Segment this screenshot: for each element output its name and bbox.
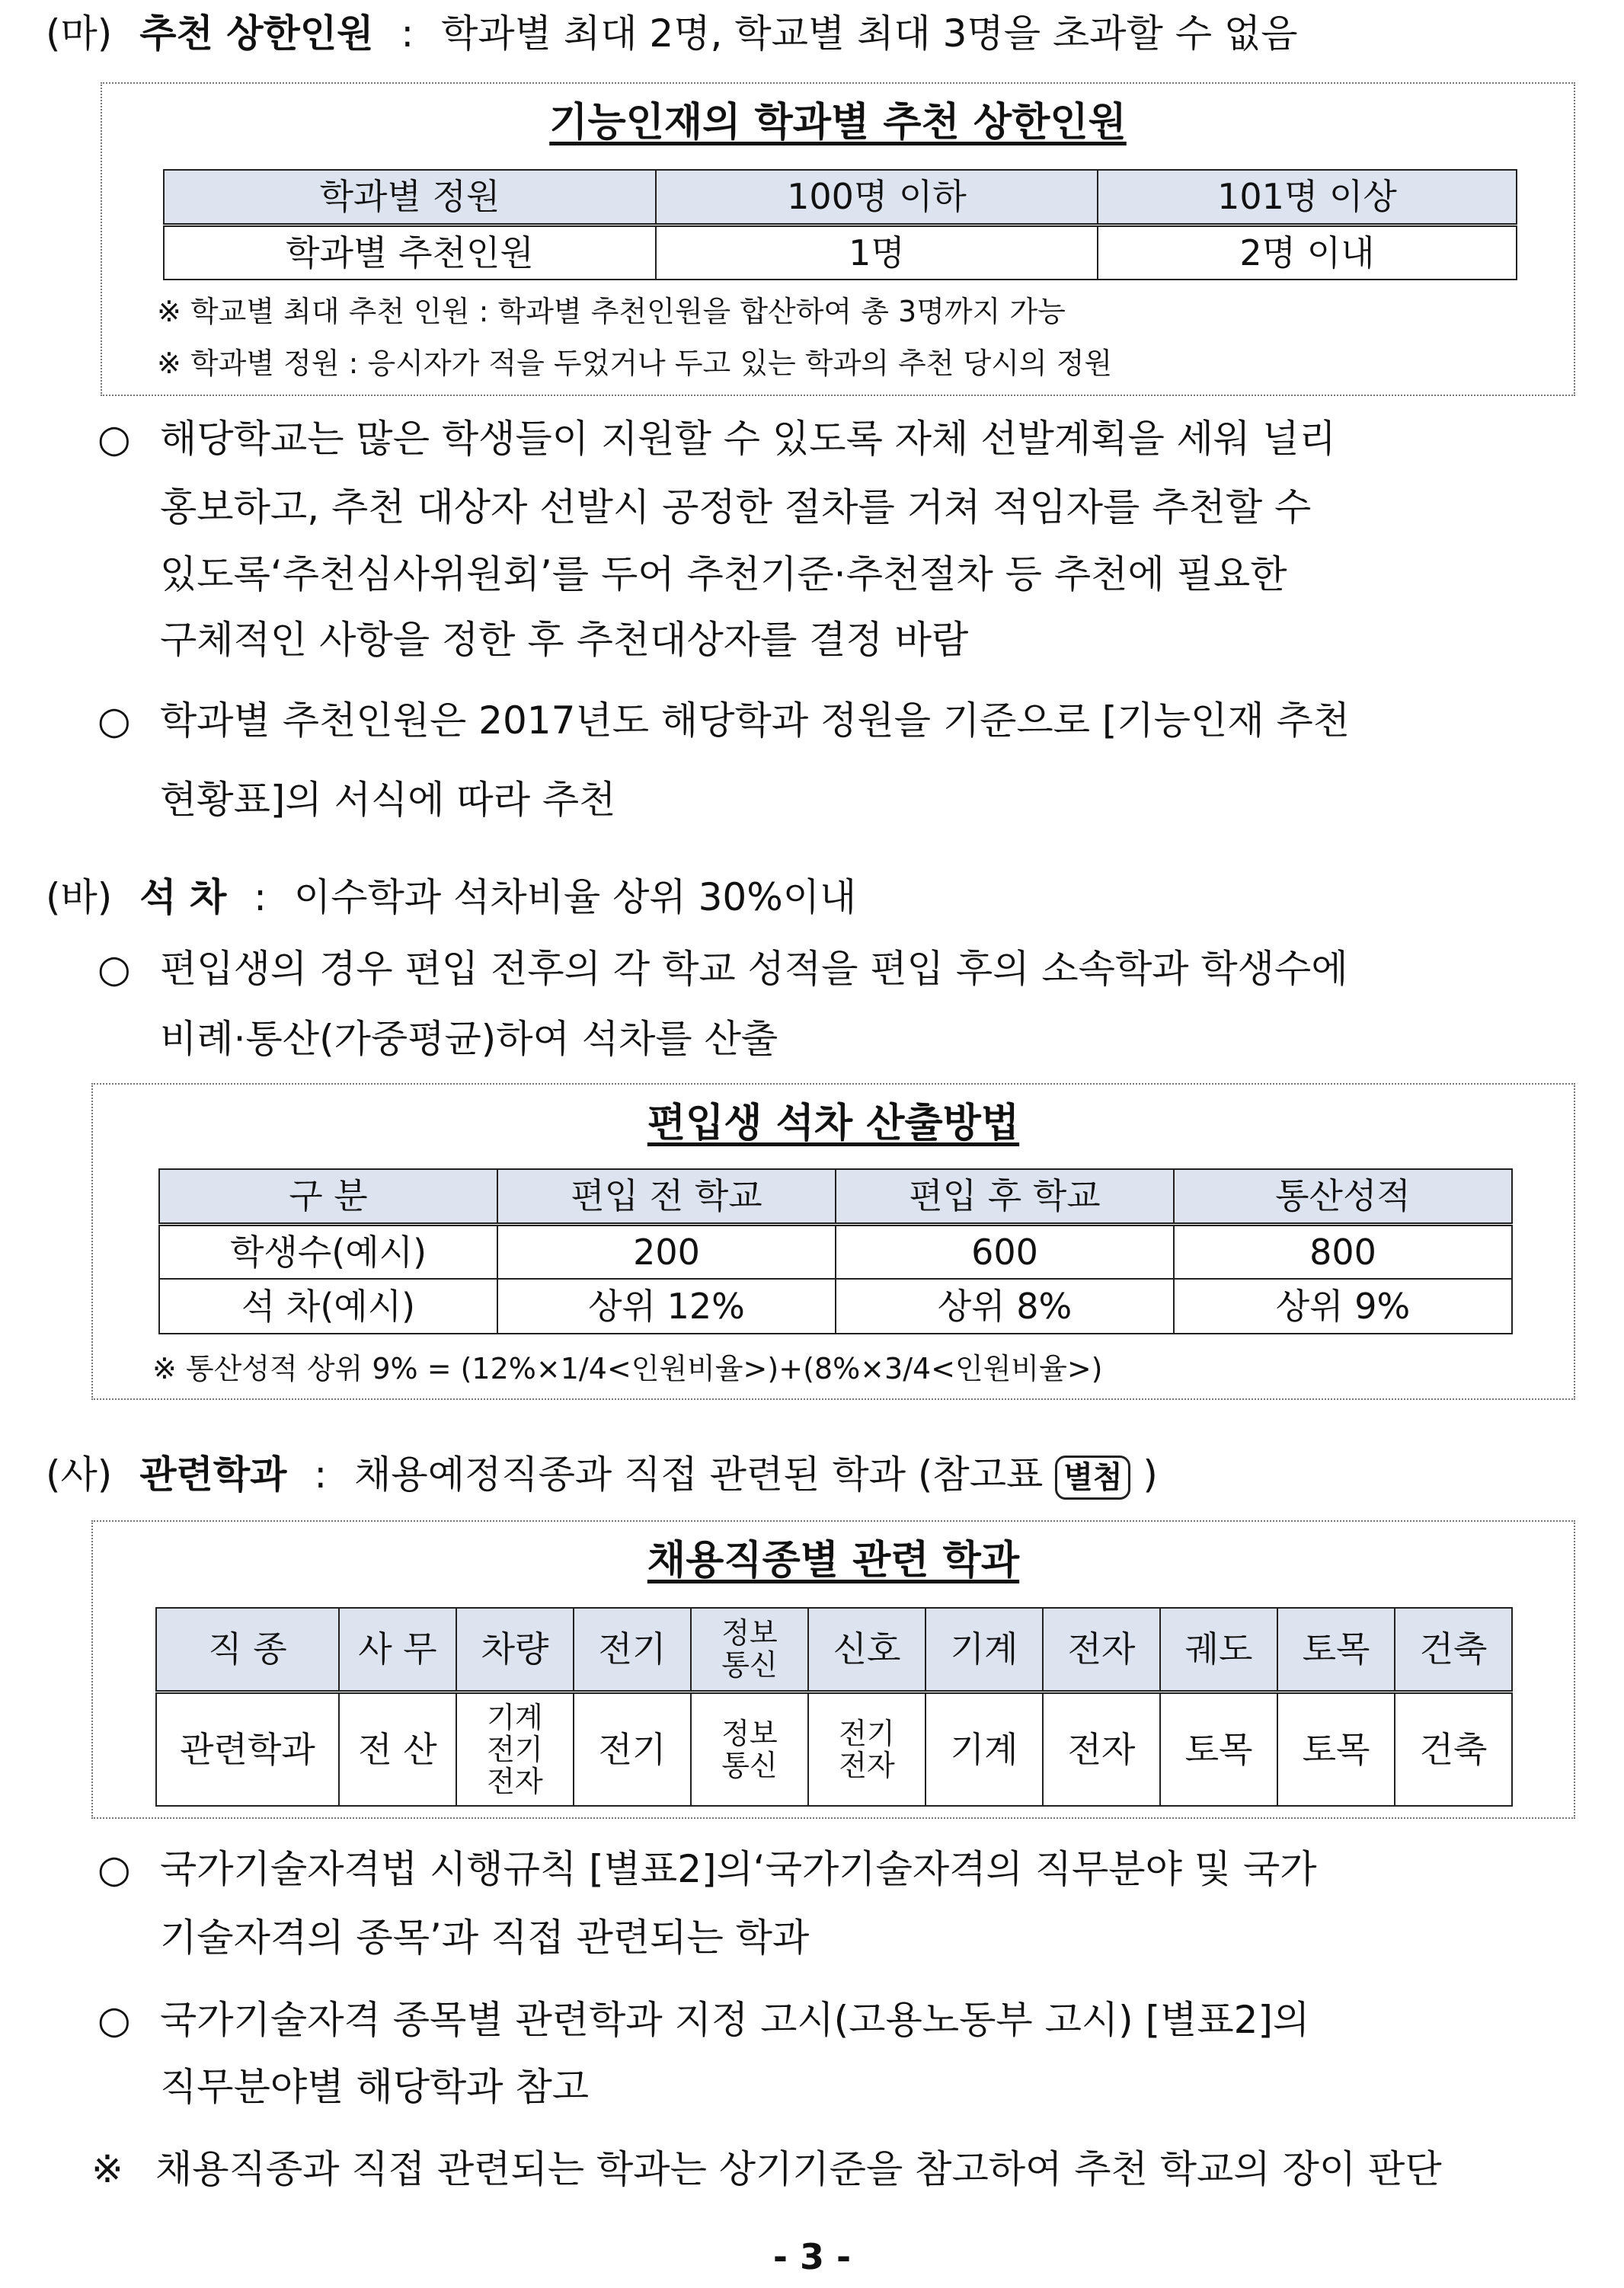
table-cell: 800 [1174, 1224, 1512, 1279]
table-cell: 전자 [1043, 1692, 1160, 1806]
section-title: 석 차 [139, 875, 227, 919]
rank-table [158, 1168, 1513, 1334]
table-cell: 궤도 [1160, 1608, 1277, 1692]
rank-box-title: 편입생 석차 산출방법 [647, 1101, 1020, 1146]
table-cell: 건축 [1395, 1608, 1512, 1692]
cell-line: 통신 [721, 1648, 778, 1682]
table-cell: 학생수(예시) [159, 1224, 497, 1279]
section-ba-heading [46, 874, 856, 920]
section-ma-heading [46, 11, 1298, 56]
table-cell: 구 분 [159, 1169, 497, 1224]
table-cell: 1명 [656, 225, 1098, 280]
table-cell: 200 [497, 1224, 836, 1279]
cell-line: 전자 [839, 1748, 895, 1782]
table-cell [691, 1608, 808, 1692]
table-cell: 2명 이내 [1098, 225, 1517, 280]
paragraph-line: 있도록‘추천심사위원회’를 두어 추천기준·추천절차 등 추천에 필요한 [160, 552, 1287, 596]
table-cell: 100명 이하 [656, 170, 1098, 225]
cell-line: 정보 [721, 1616, 778, 1650]
table-cell: 학과별 추천인원 [164, 225, 656, 280]
table-cell [456, 1692, 574, 1806]
colon: : [254, 875, 267, 919]
bullet: ○ [98, 947, 131, 991]
table-cell: 관련학과 [156, 1692, 339, 1806]
paragraph-line: 편입생의 경우 편입 전후의 각 학교 성적을 편입 후의 소속학과 학생수에 [160, 947, 1348, 991]
table-cell: 신호 [808, 1608, 925, 1692]
quota-box-title: 기능인재의 학과별 추천 상한인원 [549, 100, 1127, 145]
bullet: ○ [98, 417, 131, 461]
bullet: ○ [98, 1998, 131, 2042]
cell-line: 정보 [721, 1716, 778, 1750]
table-cell: 전자 [1043, 1608, 1160, 1692]
section-label: (마) [46, 11, 113, 56]
text: 해당학교는 많은 학생들이 지원할 수 있도록 자체 선발계획을 세워 널리 [160, 417, 1336, 461]
paragraph-line [160, 416, 1574, 462]
table-cell: 편입 후 학교 [836, 1169, 1174, 1224]
table-cell: 차량 [456, 1608, 574, 1692]
table-cell: 전기 [574, 1608, 691, 1692]
section-text: 채용예정직종과 직접 관련된 학과 (참고표 [354, 1452, 1044, 1497]
table-cell: 직 종 [156, 1608, 339, 1692]
paragraph-line: 현황표]의 서식에 따라 추천 [160, 778, 616, 822]
quota-box [101, 82, 1575, 396]
section-sa-heading [46, 1452, 1158, 1500]
paragraph-line: 구체적인 사항을 정한 후 추천대상자를 결정 바람 [160, 618, 969, 662]
dept-box [91, 1520, 1575, 1819]
section-label: (사) [46, 1452, 113, 1497]
colon: : [314, 1452, 328, 1497]
paragraph-line: 기술자격의 종목’과 직접 관련되는 학과 [160, 1916, 810, 1960]
section-text: 이수학과 석차비율 상위 30%이내 [293, 875, 857, 919]
table-cell: 기계 [925, 1608, 1043, 1692]
dept-table [155, 1607, 1513, 1807]
table-cell [691, 1692, 808, 1806]
table-cell: 101명 이상 [1098, 170, 1517, 225]
table-cell: 기계 [925, 1692, 1043, 1806]
section-title: 추천 상한인원 [139, 11, 374, 56]
paragraph-line: 학과별 추천인원은 2017년도 해당학과 정원을 기준으로 [기능인재 추천 [160, 698, 1351, 743]
attachment-tag: 별첨 [1055, 1456, 1130, 1500]
colon: : [401, 11, 414, 56]
cell-line: 기계 [487, 1700, 543, 1734]
section-title: 관련학과 [139, 1452, 287, 1497]
table-cell: 사 무 [339, 1608, 456, 1692]
section-label: (바) [46, 875, 113, 919]
table-cell: 전기 [574, 1692, 691, 1806]
table-cell: 600 [836, 1224, 1174, 1279]
cell-line: 전자 [487, 1764, 543, 1798]
rank-box [91, 1083, 1575, 1400]
dept-box-title: 채용직종별 관련 학과 [647, 1538, 1020, 1583]
note-mark: ※ [91, 2147, 123, 2191]
bullet: ○ [98, 1847, 131, 1891]
table-cell: 석 차(예시) [159, 1279, 497, 1334]
table-cell: 학과별 정원 [164, 170, 656, 225]
quota-note-1: ※ 학교별 최대 추천 인원 : 학과별 추천인원을 합산하여 총 3명까지 가능 [157, 295, 1066, 328]
page-number: - 3 - [772, 2236, 852, 2277]
table-cell: 토목 [1277, 1692, 1395, 1806]
paragraph-line: 국가기술자격 종목별 관련학과 지정 고시(고용노동부 고시) [별표2]의 [160, 1998, 1310, 2042]
section-text: 학과별 최대 2명, 학교별 최대 3명을 초과할 수 없음 [441, 11, 1298, 56]
cell-line: 전기 [487, 1732, 543, 1766]
cell-line: 전기 [839, 1716, 895, 1750]
table-cell: 편입 전 학교 [497, 1169, 836, 1224]
quota-note-2: ※ 학과별 정원 : 응시자가 적을 두었거나 두고 있는 학과의 추천 당시의 정원 [157, 347, 1113, 380]
table-cell: 전 산 [339, 1692, 456, 1806]
table-cell: 건축 [1395, 1692, 1512, 1806]
paragraph-line: 채용직종과 직접 관련되는 학과는 상기기준을 참고하여 추천 학교의 장이 판단 [155, 2147, 1442, 2191]
table-cell: 토목 [1277, 1608, 1395, 1692]
table-cell: 통산성적 [1174, 1169, 1512, 1224]
close-paren: ) [1143, 1452, 1158, 1497]
table-cell: 상위 8% [836, 1279, 1174, 1334]
paragraph-line: 홍보하고, 추천 대상자 선발시 공정한 절차를 거쳐 적임자를 추천할 수 [160, 485, 1312, 529]
paragraph-line: 비례·통산(가중평균)하여 석차를 산출 [160, 1017, 778, 1061]
cell-line: 통신 [721, 1748, 778, 1782]
paragraph-line: 국가기술자격법 시행규칙 [별표2]의‘국가기술자격의 직무분야 및 국가 [160, 1847, 1317, 1891]
table-cell [808, 1692, 925, 1806]
rank-note: ※ 통산성적 상위 9% = (12%×1/4<인원비율>)+(8%×3/4<인원비율>) [152, 1352, 1103, 1385]
table-cell: 상위 9% [1174, 1279, 1512, 1334]
table-cell: 상위 12% [497, 1279, 836, 1334]
quota-table [163, 169, 1517, 280]
table-cell: 토목 [1160, 1692, 1277, 1806]
paragraph-line: 직무분야별 해당학과 참고 [160, 2065, 590, 2109]
bullet: ○ [98, 698, 131, 743]
